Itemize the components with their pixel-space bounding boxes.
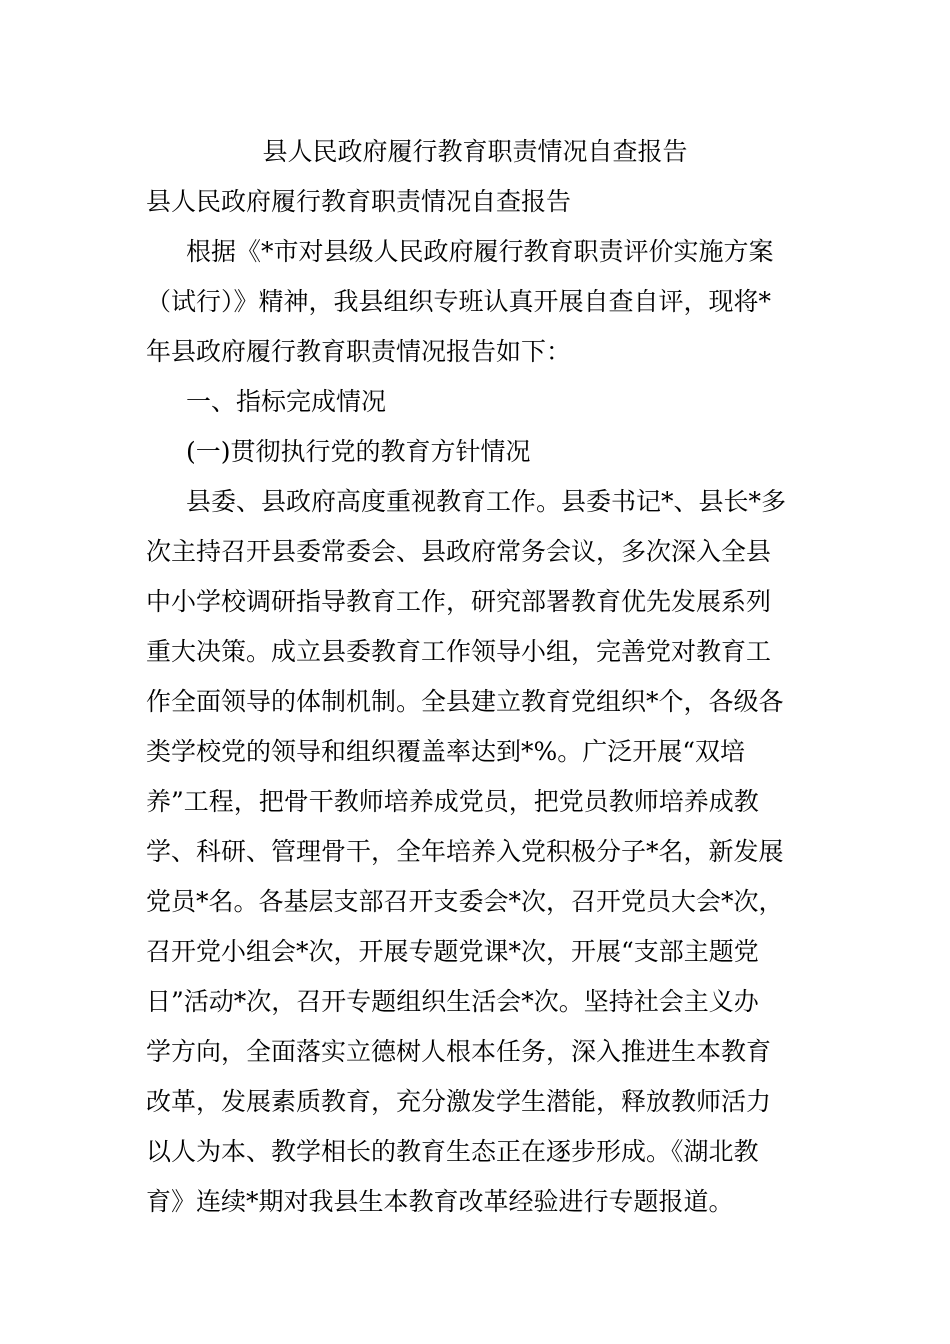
document-title: 县人民政府履行教育职责情况自查报告 <box>262 137 688 166</box>
intro-line: 年县政府履行教育职责情况报告如下： <box>146 337 572 366</box>
body-line: 召开党小组会*次，开展专题党课*次，开展“支部主题党 <box>146 937 759 966</box>
section-heading: 一、指标完成情况 <box>186 387 387 416</box>
body-line: 党员*名。各基层支部召开支委会*次，召开党员大会*次， <box>146 887 784 916</box>
body-line: 改革，发展素质教育，充分激发学生潜能，释放教师活力 <box>146 1087 772 1116</box>
body-line: 次主持召开县委常委会、县政府常务会议，多次深入全县 <box>146 537 772 566</box>
body-line: 学、科研、管理骨干，全年培养入党积极分子*名，新发展 <box>146 837 784 866</box>
subsection-heading: (一)贯彻执行党的教育方针情况 <box>186 437 531 466</box>
intro-line: 根据《*市对县级人民政府履行教育职责评价实施方案 <box>186 237 774 266</box>
intro-line: （试行）》精神，我县组织专班认真开展自查自评，现将* <box>146 287 772 316</box>
body-line: 日”活动*次，召开专题组织生活会*次。坚持社会主义办 <box>146 987 759 1016</box>
body-line: 学方向，全面落实立德树人根本任务，深入推进生本教育 <box>146 1037 772 1066</box>
body-line: 类学校党的领导和组织覆盖率达到*%。广泛开展“双培 <box>146 737 746 766</box>
body-line: 育》连续*期对我县生本教育改革经验进行专题报道。 <box>146 1187 734 1216</box>
body-line: 中小学校调研指导教育工作，研究部署教育优先发展系列 <box>146 587 772 616</box>
body-line: 养”工程，把骨干教师培养成党员，把党员教师培养成教 <box>146 787 759 816</box>
document-subtitle: 县人民政府履行教育职责情况自查报告 <box>146 187 572 216</box>
body-line: 以人为本、教学相长的教育生态正在逐步形成。《湖北教 <box>146 1137 759 1166</box>
body-line: 县委、县政府高度重视教育工作。县委书记*、县长*多 <box>186 487 787 516</box>
body-line: 作全面领导的体制机制。全县建立教育党组织*个，各级各 <box>146 687 784 716</box>
body-line: 重大决策。成立县委教育工作领导小组，完善党对教育工 <box>146 637 772 666</box>
